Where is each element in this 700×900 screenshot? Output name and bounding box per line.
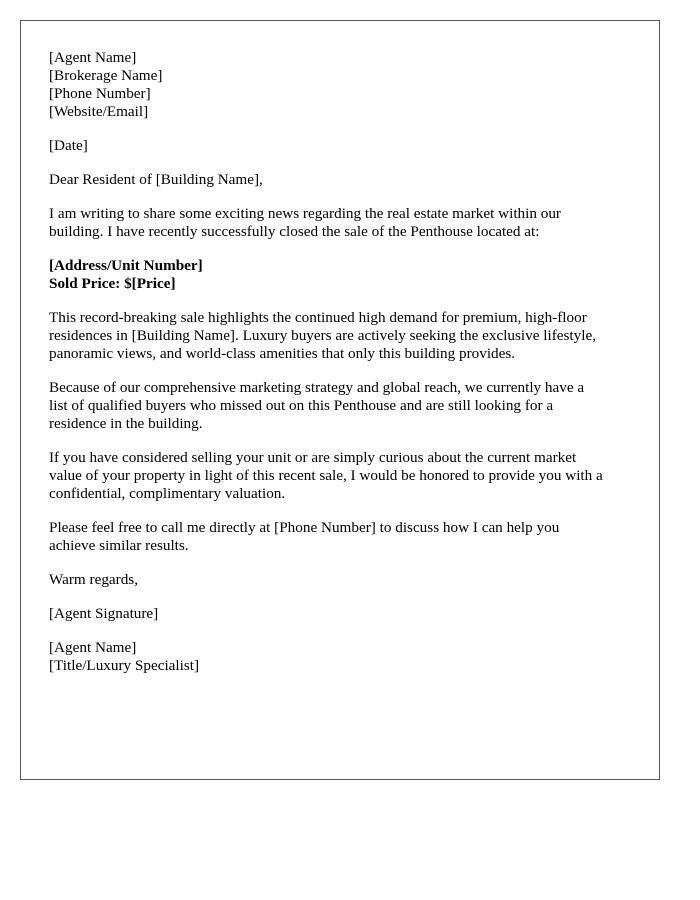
paragraph-line: achieve similar results. (49, 537, 189, 554)
salutation-block (49, 171, 639, 189)
footer-block (49, 639, 639, 675)
paragraph-line: Because of our comprehensive marketing strategy and global reach, we currently have a (49, 379, 585, 396)
paragraph-line: residence in the building. (49, 415, 203, 432)
demand-paragraph (49, 309, 639, 363)
closing-block (49, 571, 639, 589)
sold-price: Sold Price: $[Price] (49, 275, 176, 292)
paragraph-line: panoramic views, and world-class amenities that only this building provides. (49, 345, 516, 362)
property-address: [Address/Unit Number] (49, 257, 203, 274)
paragraph-line: value of your property in light of this recent sale, I would be honored to provide you with a (49, 467, 603, 484)
property-details (49, 257, 639, 293)
signature-block (49, 605, 639, 623)
sender-phone: [Phone Number] (49, 85, 151, 102)
sender-brokerage: [Brokerage Name] (49, 67, 163, 84)
buyers-paragraph (49, 379, 639, 433)
paragraph-line: Please feel free to call me directly at [Phone Number] to discuss how I can help you (49, 519, 560, 536)
sender-agent-name: [Agent Name] (49, 49, 137, 66)
valuation-paragraph (49, 449, 639, 503)
letter-page (20, 20, 660, 780)
salutation: Dear Resident of [Building Name], (49, 171, 263, 188)
letter-content (49, 49, 639, 691)
intro-paragraph (49, 205, 639, 241)
intro-line: building. I have recently successfully closed the sale of the Penthouse located at: (49, 223, 540, 240)
sender-block (49, 49, 639, 121)
date-block (49, 137, 639, 155)
footer-agent-name: [Agent Name] (49, 639, 137, 656)
paragraph-line: list of qualified buyers who missed out on this Penthouse and are still looking for a (49, 397, 554, 414)
intro-line: I am writing to share some exciting news regarding the real estate market within our (49, 205, 561, 222)
signature: [Agent Signature] (49, 605, 159, 622)
paragraph-line: confidential, complimentary valuation. (49, 485, 286, 502)
sender-website: [Website/Email] (49, 103, 149, 120)
letter-date: [Date] (49, 137, 88, 154)
closing: Warm regards, (49, 571, 139, 588)
paragraph-line: residences in [Building Name]. Luxury buyers are actively seeking the exclusive lifestyle, (49, 327, 596, 344)
paragraph-line: This record-breaking sale highlights the continued high demand for premium, high-floor (49, 309, 587, 326)
paragraph-line: If you have considered selling your unit or are simply curious about the current market (49, 449, 577, 466)
call-to-action-paragraph (49, 519, 639, 555)
footer-title: [Title/Luxury Specialist] (49, 657, 200, 674)
